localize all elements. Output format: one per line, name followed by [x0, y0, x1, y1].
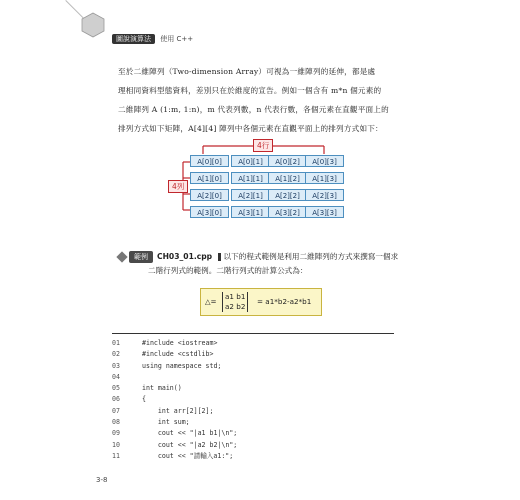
- code-line: [112, 338, 237, 349]
- array-cell: A[0][0]: [190, 155, 229, 167]
- code-line: [112, 417, 237, 428]
- hexagon-icon: [80, 12, 106, 38]
- line-number: 06: [112, 395, 120, 404]
- running-header: [112, 34, 193, 44]
- paragraph-line: 排列方式如下矩陣，A[4][4] 陣列中各個元素在直觀平面上的排列方式如下：: [118, 124, 383, 133]
- delta-symbol: △=: [205, 297, 217, 306]
- array-cell: A[0][3]: [305, 155, 344, 167]
- code-text: #include <iostream>: [142, 339, 218, 347]
- paragraph-line: 至於二維陣列（Two-dimension Array）可視為一維陣列的延伸，都是處: [118, 67, 376, 76]
- array-cell: A[0][2]: [268, 155, 307, 167]
- paragraph-line: 二維陣列 A (1:m, 1:n)，m 代表列數，n 代表行數，各個元素在直觀平面上的: [118, 105, 389, 114]
- example-description-line1: 以下的程式範例是利用二維陣列的方式來撰寫一個求: [223, 252, 399, 261]
- paragraph-line: 理相同資料型態資料，差別只在於維度的宣告。例如一個含有 m*n 個元素的: [118, 86, 382, 95]
- diamond-icon: [116, 251, 127, 262]
- array-cell: A[1][0]: [190, 172, 229, 184]
- row-count-label: 4列: [168, 180, 188, 193]
- code-text: cout << "|a1 b1|\n";: [142, 429, 238, 438]
- matrix-row: a1 b1: [225, 292, 246, 301]
- array-cell: A[1][1]: [231, 172, 270, 184]
- code-line: [112, 394, 237, 405]
- code-text: cout << "請輸入a1:";: [142, 451, 234, 460]
- code-line: [112, 440, 237, 451]
- array-cell: A[2][0]: [190, 189, 229, 201]
- code-line: [112, 361, 237, 372]
- line-number: 10: [112, 440, 120, 449]
- line-number: 02: [112, 350, 120, 359]
- array-cell: A[2][2]: [268, 189, 307, 201]
- code-text: int arr[2][2];: [142, 406, 214, 415]
- array-cell: A[2][1]: [231, 189, 270, 201]
- code-line: [112, 428, 237, 439]
- code-line: [112, 372, 237, 383]
- determinant-formula-box: [200, 288, 322, 316]
- array-cell: A[3][0]: [190, 206, 229, 218]
- code-line: [112, 451, 237, 462]
- determinant-matrix: [222, 292, 248, 312]
- code-listing: [112, 338, 237, 462]
- array-cell: A[1][2]: [268, 172, 307, 184]
- array-cell: A[3][2]: [268, 206, 307, 218]
- example-heading: [118, 248, 408, 266]
- separator-bar: [218, 253, 221, 261]
- code-text: {: [142, 395, 146, 404]
- code-text: using namespace std;: [142, 361, 222, 370]
- column-count-label: 4行: [253, 139, 273, 152]
- example-description-line2: 二階行列式的範例。二階行列式的計算公式為：: [148, 266, 308, 275]
- code-line: [112, 406, 237, 417]
- code-top-rule: [112, 333, 394, 334]
- line-number: 11: [112, 451, 120, 460]
- formula-result: = a1*b2-a2*b1: [257, 297, 312, 306]
- code-line: [112, 349, 237, 360]
- line-number: 03: [112, 361, 120, 370]
- line-number: 08: [112, 418, 120, 427]
- line-number: 09: [112, 429, 120, 438]
- code-text: int sum;: [142, 418, 190, 427]
- array-cell: A[2][3]: [305, 189, 344, 201]
- line-number: 01: [112, 339, 120, 347]
- code-text: int main(): [142, 384, 182, 393]
- page-number: 3-8: [96, 476, 108, 484]
- book-subtitle: 使用 C++: [160, 35, 194, 43]
- matrix-row: a2 b2: [225, 302, 246, 311]
- code-line: [112, 383, 237, 394]
- line-number: 04: [112, 372, 120, 381]
- example-badge: 範例: [129, 251, 153, 263]
- body-paragraph: [118, 62, 398, 138]
- array-cell: A[0][1]: [231, 155, 270, 167]
- line-number: 05: [112, 384, 120, 393]
- book-title-tag: 圖說演算法: [112, 34, 155, 44]
- array-cell: A[1][3]: [305, 172, 344, 184]
- code-text: cout << "|a2 b2|\n";: [142, 440, 238, 449]
- line-number: 07: [112, 406, 120, 415]
- code-text: #include <cstdlib>: [142, 350, 214, 359]
- array-cell: A[3][1]: [231, 206, 270, 218]
- example-filename: CH03_01.cpp: [157, 252, 213, 261]
- array-cell: A[3][3]: [305, 206, 344, 218]
